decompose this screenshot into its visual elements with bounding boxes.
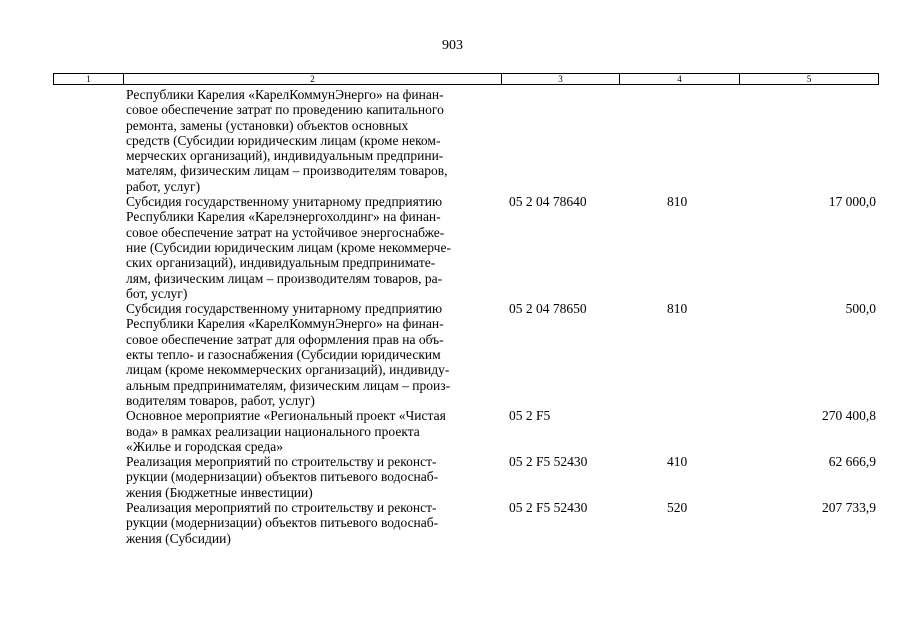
row-description: Реализация мероприятий по строительству и реконст- рукции (модернизации) объектов питьевого водоснаб- жения (Бюджетные инвестиции) bbox=[126, 454, 439, 500]
row-description: Реализация мероприятий по строительству и реконст- рукции (модернизации) объектов питьевого водоснаб- жения (Субсидии) bbox=[126, 500, 439, 546]
row-sum: 207 733,9 bbox=[822, 500, 876, 516]
row-code: 05 2 04 78640 bbox=[509, 194, 587, 210]
row-description: Субсидия государственному унитарному предприятию Республики Карелия «КарелКоммунЭнерго» на финан- совое обеспечение затрат для оформления прав на объ- екты тепло- и газоснабжения (Субсидии юридическим лицам (кроме некоммерческих организаций), индивиду- альным предпринимателям, физическим лицам – произ- водителям товаров, работ, услуг) bbox=[126, 301, 451, 408]
table-row bbox=[0, 500, 905, 546]
row-expense-type: 520 bbox=[667, 500, 688, 516]
header-col-5: 5 bbox=[806, 74, 812, 84]
row-expense-type: 810 bbox=[667, 194, 688, 210]
row-sum: 500,0 bbox=[845, 301, 876, 317]
table-body bbox=[0, 87, 905, 546]
row-sum: 62 666,9 bbox=[828, 454, 876, 470]
row-sum: 17 000,0 bbox=[828, 194, 876, 210]
row-sum: 270 400,8 bbox=[822, 408, 876, 424]
row-code bbox=[501, 87, 641, 194]
row-expense-type bbox=[641, 87, 721, 194]
row-expense-type bbox=[641, 408, 721, 454]
row-code: 05 2 F5 bbox=[509, 408, 551, 424]
header-col-4: 4 bbox=[620, 74, 740, 84]
row-description: Республики Карелия «КарелКоммунЭнерго» на финан- совое обеспечение затрат по проведению капитального ремонта, замены (установки) объектов основных средств (Субсидии юридическим лицам (кроме неком- мерческих организаций), индивидуальным предприни- мателям, физическим лицам – производителям товаров, работ, услуг) bbox=[126, 87, 448, 194]
table-header bbox=[53, 73, 879, 85]
table-row bbox=[0, 454, 905, 500]
row-expense-type: 410 bbox=[667, 454, 688, 470]
row-expense-type: 810 bbox=[667, 301, 688, 317]
table-row bbox=[0, 301, 905, 408]
row-code: 05 2 04 78650 bbox=[509, 301, 587, 317]
row-description: Субсидия государственному унитарному предприятию Республики Карелия «Карелэнергохолдинг» на финан- совое обеспечение затрат на устойчивое энергоснабже- ние (Субсидии юридическим лицам (кроме некоммерче- ских организаций), индивидуальным предпринимате- лям, физическим лицам – производителям товаров, ра- бот, услуг) bbox=[126, 194, 451, 301]
header-col-3: 3 bbox=[502, 74, 620, 84]
table-row bbox=[0, 194, 905, 301]
header-col-2: 2 bbox=[124, 74, 502, 84]
table-row bbox=[0, 408, 905, 454]
row-code: 05 2 F5 52430 bbox=[509, 454, 588, 470]
row-code: 05 2 F5 52430 bbox=[509, 500, 588, 516]
row-description: Основное мероприятие «Региональный проект «Чистая вода» в рамках реализации национального проекта «Жилье и городская среда» bbox=[126, 408, 446, 454]
row-sum bbox=[721, 87, 876, 194]
header-col-1: 1 bbox=[54, 74, 124, 84]
table-row bbox=[0, 87, 905, 194]
page-number: 903 bbox=[442, 38, 463, 53]
